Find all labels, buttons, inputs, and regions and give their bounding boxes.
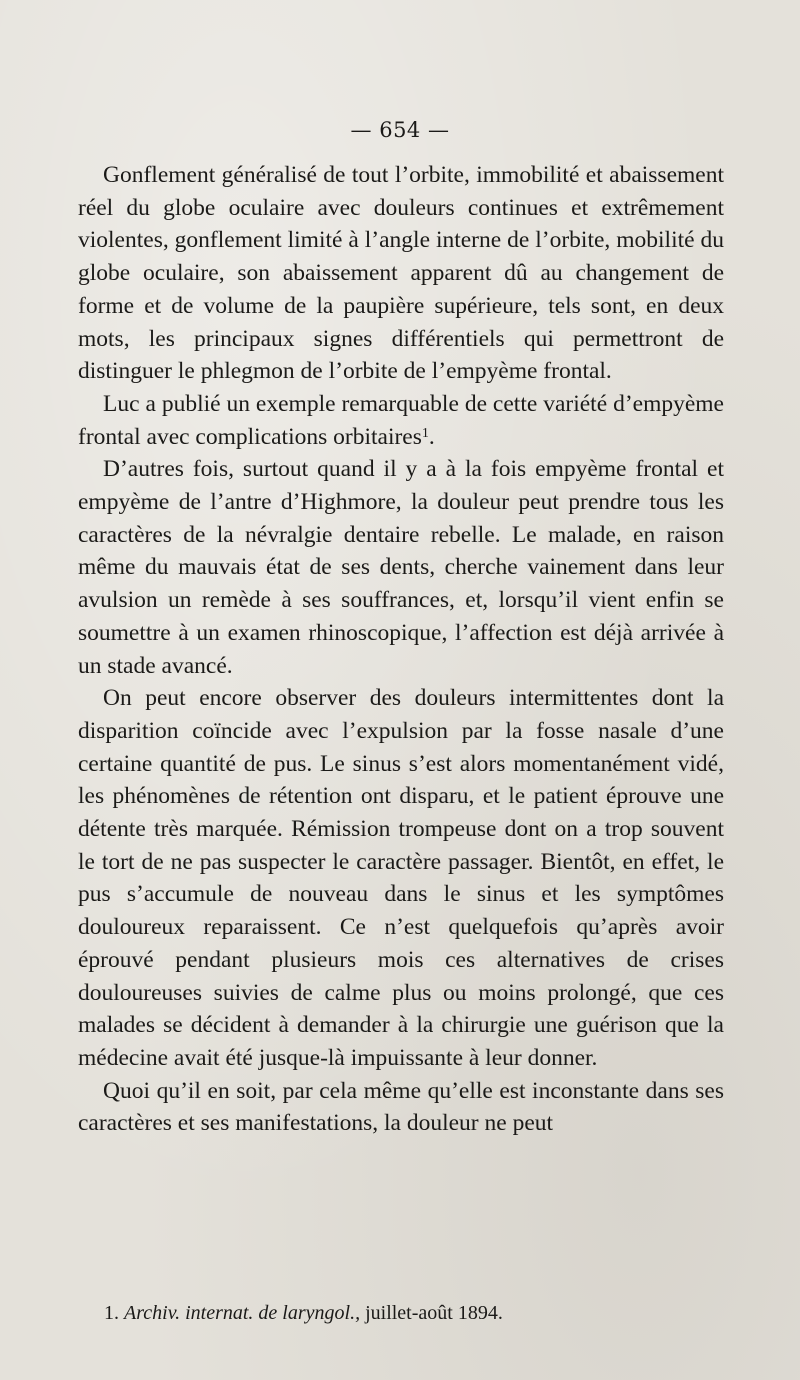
paragraph-2-end: .: [428, 423, 435, 450]
footnote-date: juillet-août 1894.: [365, 1302, 503, 1324]
page-number: — 654 —: [350, 118, 450, 142]
paragraph-2: [78, 388, 724, 453]
footnote-source: Archiv. internat. de laryngol.,: [124, 1302, 361, 1324]
body-text: [78, 159, 724, 1140]
paragraph-5: Quoi qu’il en soit, par cela même qu’elle est inconstante dans ses caractères et ses manifestations, la douleur ne peut: [78, 1077, 724, 1137]
footnote-marker: 1.: [104, 1302, 119, 1324]
footnote: [104, 1300, 724, 1326]
paragraph-3: D’autres fois, surtout quand il y a à la fois empyème frontal et empyème de l’antre d’Highmore, la douleur peut prendre tous les caractères de la névralgie dentaire rebelle. Le malade, en raison même du mauvais état de ses dents, cherche vainement dans leur avulsion un remède à ses souffrances, et, lorsqu’il vient enfin se soumettre à un examen rhinoscopique, l’affection est déjà arrivée à un stade avancé.: [78, 456, 724, 679]
paragraph-1: Gonflement généralisé de tout l’orbite, immobilité et abaissement réel du globe oculaire avec douleurs continues et extrêmement violentes, gonflement limité à l’angle interne de l’orbite, mobilité du globe oculaire, son abaissement apparent dû au changement de forme et de volume de la paupière supérieure, tels sont, en deux mots, les principaux signes différentiels qui permettront de distinguer le phlegmon de l’orbite de l’empyème frontal.: [78, 162, 724, 385]
paragraph-4: On peut encore observer des douleurs intermittentes dont la disparition coïncide avec l’expulsion par la fosse nasale d’une certaine quantité de pus. Le sinus s’est alors momentanément vidé, les phénomènes de rétention ont disparu, et le patient éprouve une détente très marquée. Rémission trompeuse dont on a trop souvent le tort de ne pas suspecter le caractère passager. Bientôt, en effet, le pus s’accumule de nouveau dans le sinus et les symptômes douloureux reparaissent. Ce n’est quelquefois qu’après avoir éprouvé pendant plusieurs mois ces alternatives de crises douloureuses suivies de calme plus ou moins prolongé, que ces malades se décident à demander à la chirurgie une guérison que la médecine avait été jusque-là impuissante à leur donner.: [78, 685, 724, 1071]
paragraph-2-text: Luc a publié un exemple remarquable de cette variété d’empyème frontal avec complications orbitaires: [78, 390, 724, 450]
footnote-reference: 1: [421, 425, 429, 441]
